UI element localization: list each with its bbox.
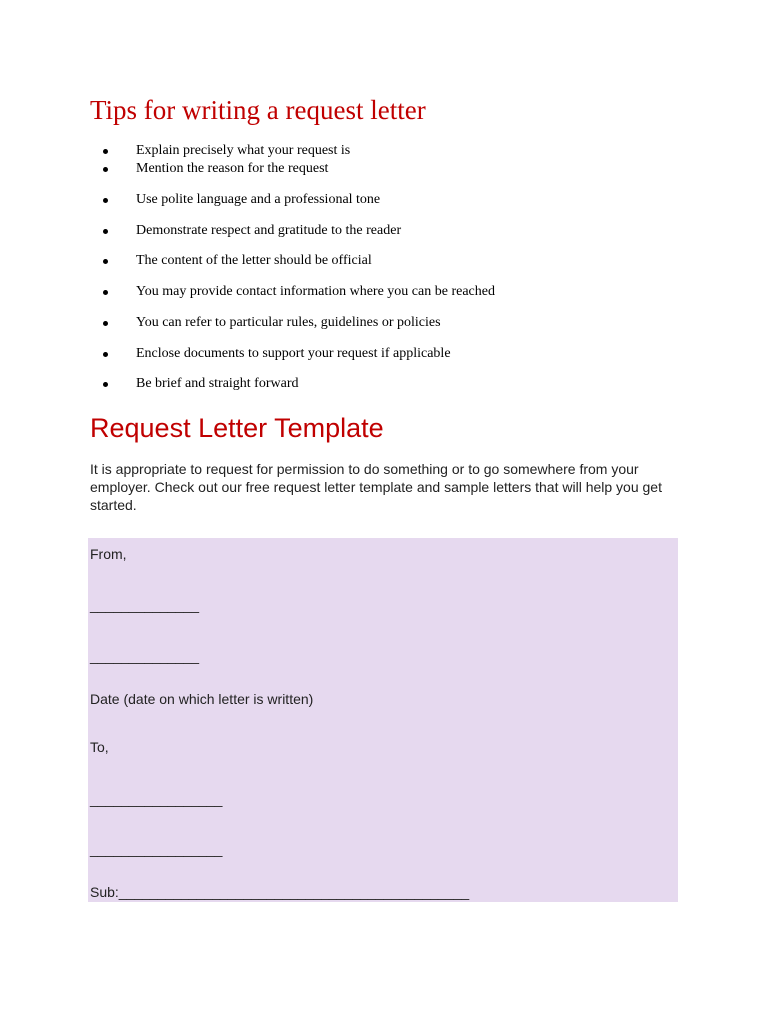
tip-text: You can refer to particular rules, guidelines or policies [136, 315, 441, 330]
bullet-icon [103, 382, 108, 387]
tip-item [0, 191, 600, 209]
tip-item [0, 252, 600, 270]
tip-text: Enclose documents to support your request if applicable [136, 346, 451, 361]
to-blank-line: _________________ [90, 791, 223, 807]
letter-template-box [88, 538, 678, 902]
from-label: From, [90, 546, 127, 562]
bullet-icon [103, 352, 108, 357]
date-label: Date (date on which letter is written) [90, 691, 314, 707]
tip-text: The content of the letter should be official [136, 253, 372, 268]
bullet-icon [103, 167, 108, 172]
subject-line: Sub:_____________________________________________ [90, 884, 470, 900]
to-blank-line: _________________ [90, 841, 223, 857]
tip-item [0, 160, 600, 178]
tip-item [0, 283, 600, 301]
tip-text: Explain precisely what your request is [136, 143, 351, 158]
to-label: To, [90, 739, 109, 755]
bullet-icon [103, 198, 108, 203]
tip-text: Use polite language and a professional tone [136, 192, 381, 207]
bullet-icon [103, 321, 108, 326]
tip-item [0, 222, 600, 240]
bullet-icon [103, 290, 108, 295]
tip-text: You may provide contact information where you can be reached [136, 284, 495, 299]
tips-heading: Tips for writing a request letter [90, 95, 426, 125]
tip-text: Demonstrate respect and gratitude to the reader [136, 223, 402, 238]
template-heading: Request Letter Template [90, 413, 384, 443]
tip-item [0, 345, 600, 363]
tip-item [0, 142, 600, 160]
bullet-icon [103, 229, 108, 234]
tip-item [0, 314, 600, 332]
bullet-icon [103, 259, 108, 264]
from-blank-line: ______________ [90, 648, 200, 664]
bullet-icon [103, 149, 108, 154]
tip-text: Be brief and straight forward [136, 376, 299, 391]
tip-text: Mention the reason for the request [136, 161, 329, 176]
tip-item [0, 375, 600, 393]
from-blank-line: ______________ [90, 597, 200, 613]
template-intro: It is appropriate to request for permission to do something or to go somewhere from your employer. Check out our free request letter template and sample letters that will help you get started. [90, 461, 662, 513]
